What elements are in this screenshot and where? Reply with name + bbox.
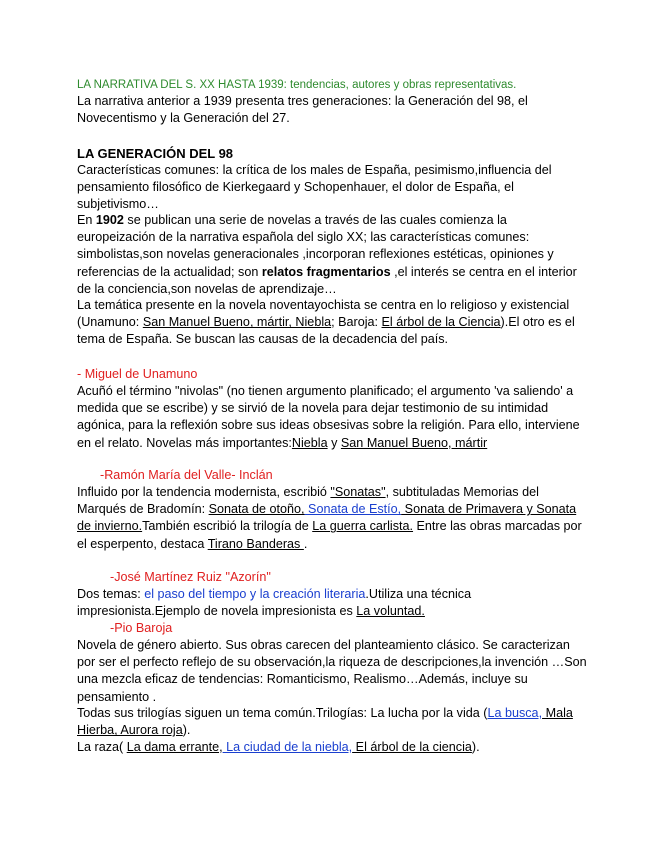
gen98-paragraph-1902 [77, 212, 587, 298]
text: ).El otro es el tema de España. Se buscan las causas de la decadencia del país. [77, 315, 575, 347]
work-link[interactable]: Mala Hierba, Aurora roja [77, 706, 573, 738]
themes-text: el paso del tiempo y la creación literaria [144, 587, 366, 601]
gen98-characteristics: Características comunes: la crítica de los males de España, pesimismo,influencia del pensamiento filosófico de Kierkegaard y Schopenhauer, el dolor de España, el subjetivismo… [77, 163, 552, 212]
text: , subtituladas Memorias del Marqués de Bradomín: [77, 485, 539, 517]
work-link[interactable]: La guerra carlista. [312, 519, 414, 534]
text: En [77, 213, 96, 227]
gen98-heading: LA GENERACIÓN DEL 98 [77, 146, 234, 161]
text: ). [471, 740, 480, 754]
unamuno-paragraph [77, 383, 587, 452]
work-link[interactable]: Tirano Banderas [207, 536, 304, 551]
work-link[interactable]: San Manuel Bueno, mártir, Niebla [142, 315, 332, 330]
work-link[interactable]: "Sonatas" [330, 485, 386, 499]
text: .Utiliza una técnica impresionista.Ejemplo de novela impresionista es [77, 587, 472, 619]
work-link[interactable]: La busca, [487, 706, 543, 720]
text: ). [182, 723, 191, 738]
text: . [303, 536, 308, 551]
bold-term: relatos fragmentarios [261, 264, 391, 279]
text: Acuñó el término "nivolas" (no tienen argumento planificado; el argumento 'va saliendo' a medida que se escribe) y se sirvió de la novela para dejar testimonio de su intimidad agónica, para la reflexión sobre sus ideas obsesivas sobre la religión. Para ello, interviene en el relato. Novelas más importantes: [77, 384, 580, 450]
intro-paragraph: La narrativa anterior a 1939 presenta tres generaciones: la Generación del 98, el Novecentismo y la Generación del 27. [77, 94, 528, 126]
unamuno-heading: - Miguel de Unamuno [77, 367, 198, 381]
work-link[interactable]: La voluntad. [356, 604, 425, 619]
work-link[interactable]: Niebla [291, 435, 328, 450]
work-link[interactable]: Sonata de otoño, [208, 502, 305, 517]
work-link[interactable]: Sonata de Estío, [304, 502, 402, 517]
work-link[interactable]: San Manuel Bueno, mártir [340, 435, 488, 450]
work-link[interactable]: Sonata de Primavera y Sonata de invierno. [77, 502, 577, 534]
baroja-trilogies [77, 705, 587, 739]
text: Influido por la tendencia modernista, escribió [77, 485, 331, 499]
valle-heading: -Ramón María del Valle- Inclán [100, 468, 273, 482]
text: La raza( [77, 740, 127, 754]
work-link[interactable]: La ciudad de la niebla, [222, 740, 353, 754]
text: Todas sus trilogías siguen un tema común.Trilogías: La lucha por la vida ( [77, 706, 488, 720]
gen98-thematic-paragraph [77, 297, 587, 349]
work-link[interactable]: El árbol de la ciencia [352, 740, 472, 754]
text: se publican una serie de novelas a través de las cuales comienza la europeización de la narrativa española del siglo XX; las características comunes: simbolistas,son novelas generacionales ,incorporan reflexiones estéticas, opiniones y referencias de la actualidad; son [77, 213, 554, 279]
baroja-paragraph: Novela de género abierto. Sus obras carecen del planteamiento clásico. Se caracterizan por ser el perfecto reflejo de su observación,la riqueza de descripciones,la invención …Son una mezcla eficaz de tendencias: Romanticismo, Realismo…Además, incluye su pensamiento . [77, 638, 587, 704]
text: ,el interés se centra en el interior de la conciencia,son novelas de aprendizaje… [77, 264, 577, 296]
text: Entre las obras marcadas por el esperpento, destaca [77, 519, 582, 551]
azorin-heading: -José Martínez Ruiz "Azorín" [110, 570, 271, 584]
baroja-heading: -Pio Baroja [110, 621, 173, 635]
azorin-paragraph [77, 586, 587, 620]
text: Dos temas: [77, 587, 145, 601]
text: y [327, 435, 341, 450]
valle-paragraph [77, 484, 587, 553]
text: La temática presente en la novela noventayochista se centra en lo religioso y existencial (Unamuno: [77, 298, 570, 330]
text: ; Baroja: [331, 315, 382, 330]
work-link[interactable]: El árbol de la Ciencia [381, 315, 501, 330]
text: También escribió la trilogía de [142, 519, 313, 534]
document-title: LA NARRATIVA DEL S. XX HASTA 1939: tendencias, autores y obras representativas. [77, 79, 517, 91]
year-1902: 1902 [95, 213, 124, 227]
work-link[interactable]: La dama errante, [126, 740, 223, 754]
baroja-la-raza [77, 739, 587, 756]
